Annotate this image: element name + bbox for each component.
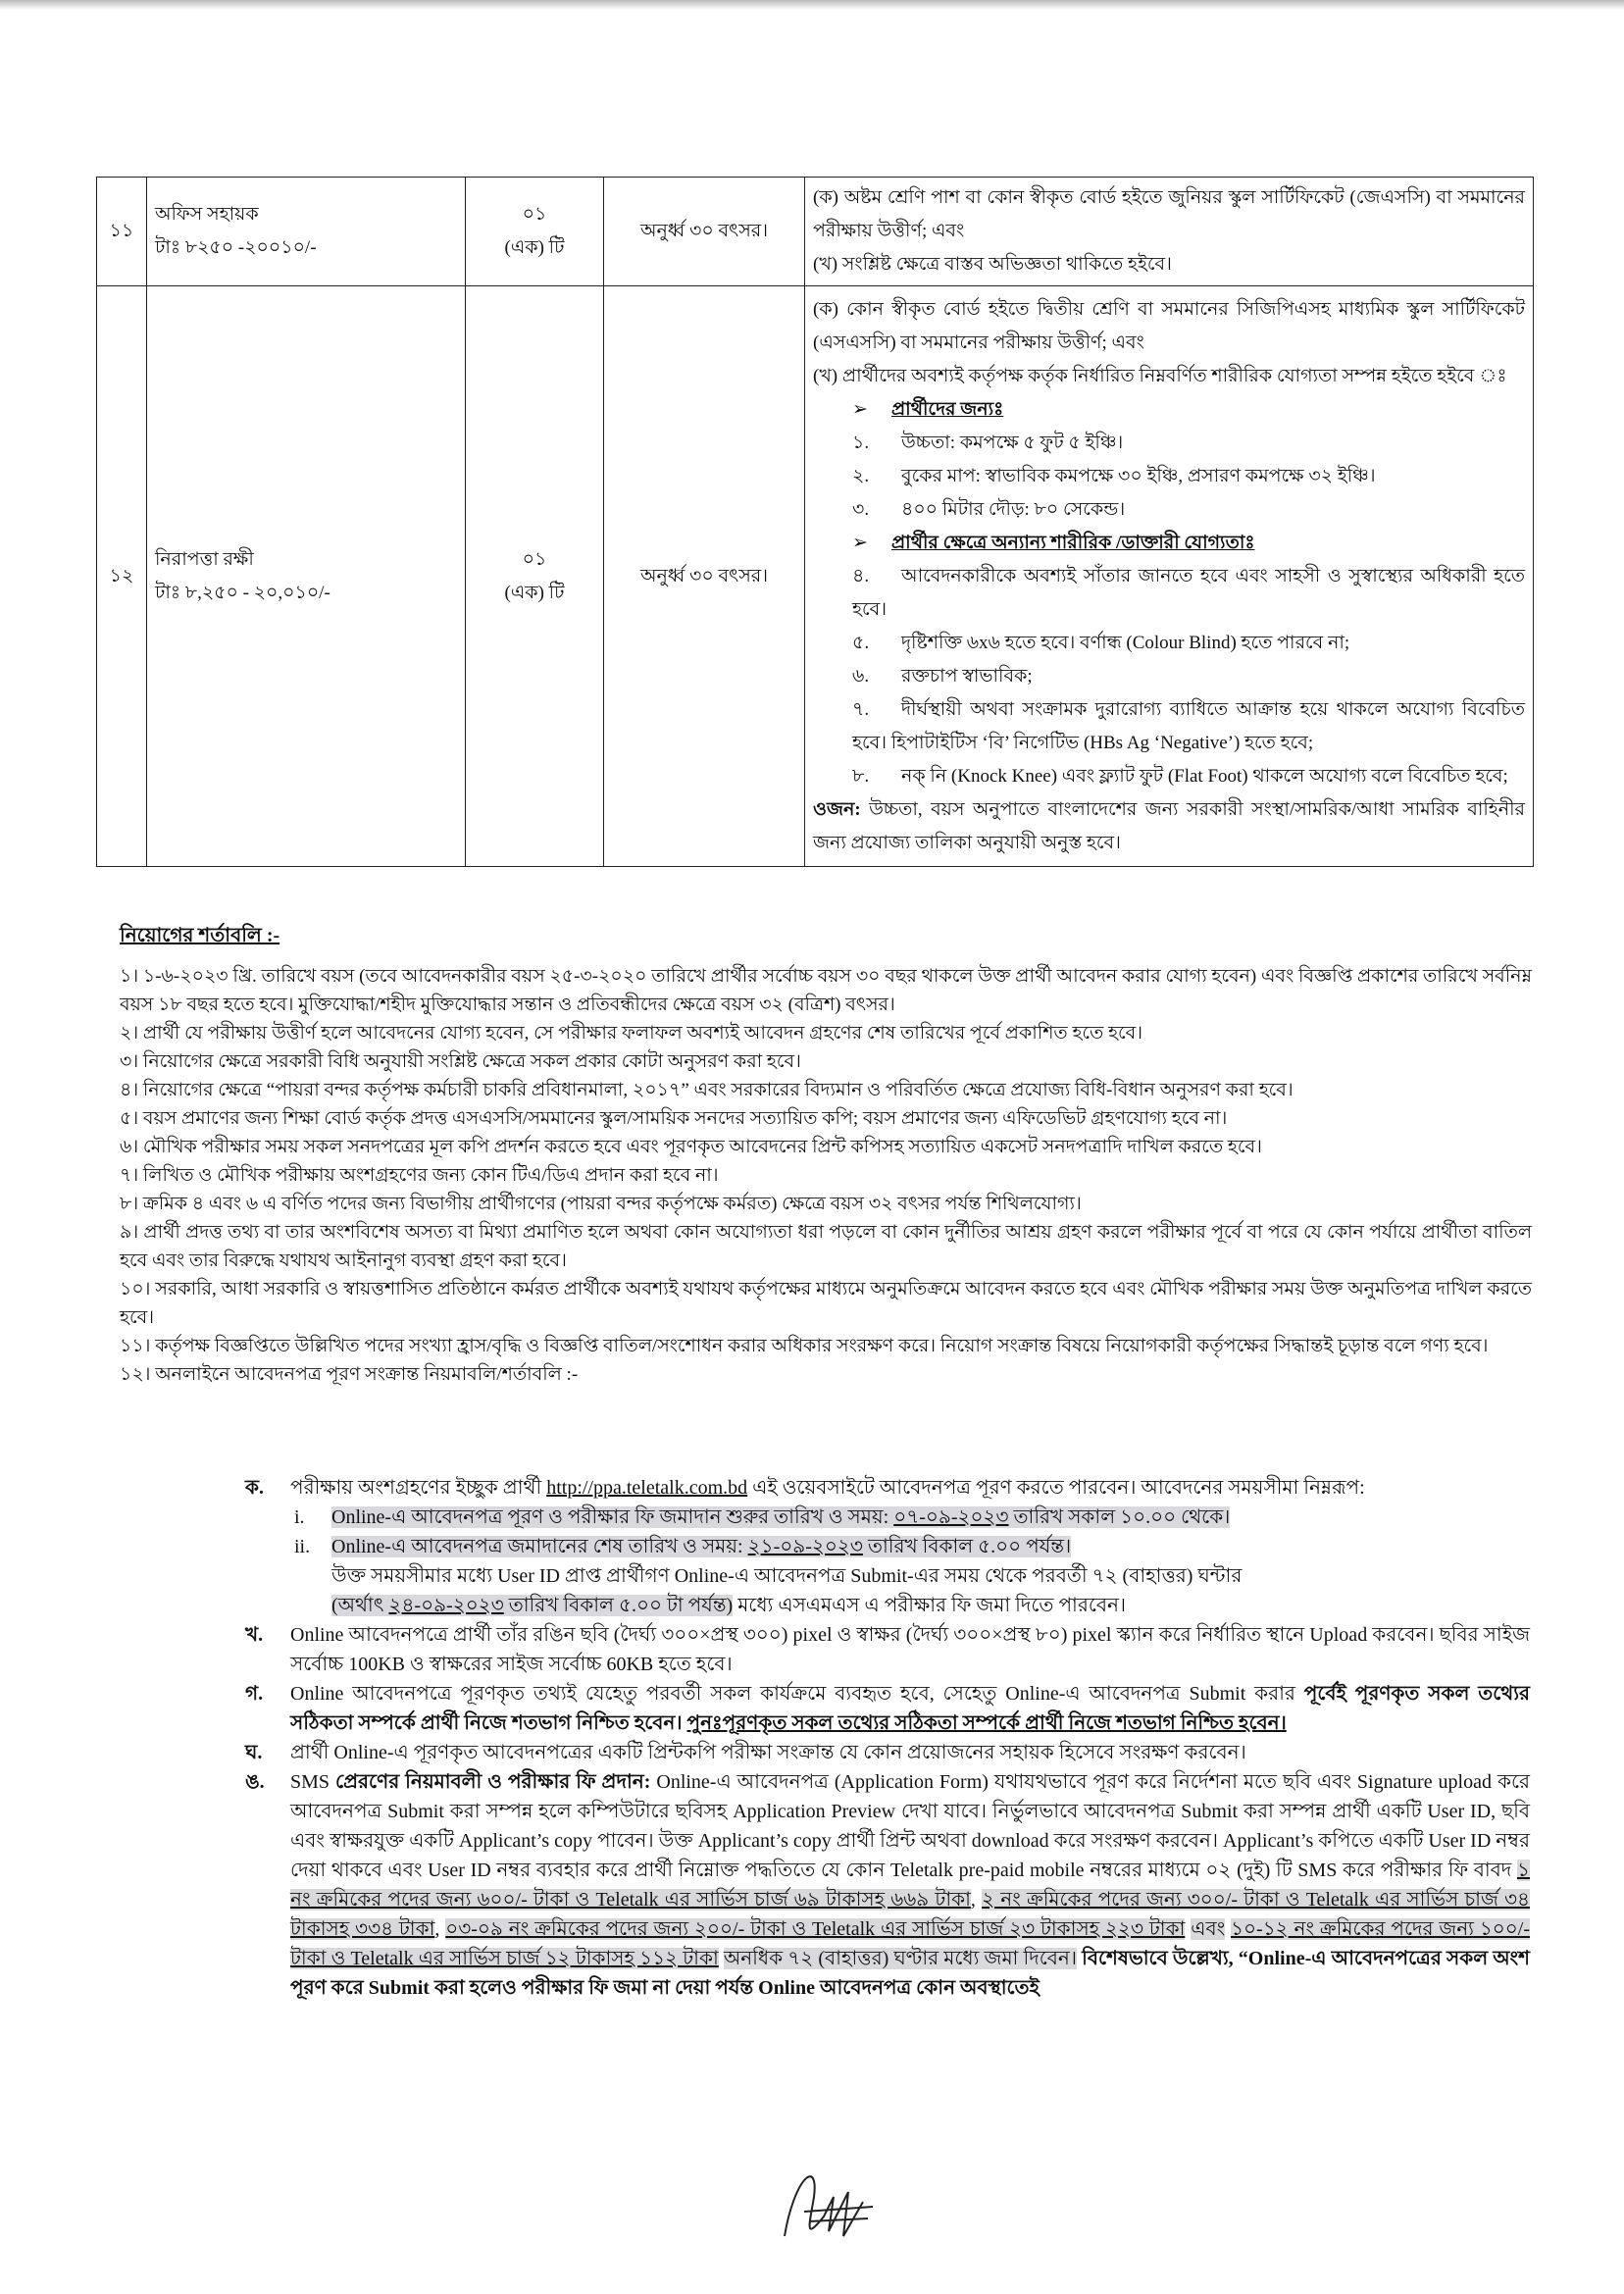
qualification-b: (খ) প্রার্থীদের অবশ্যই কর্তৃপক্ষ কর্তৃক নির্ধারিত নিম্নবর্ণিত শারীরিক যোগ্যতা সম্পন্ন হইতে হইবে ঃ xyxy=(813,365,1507,386)
weight-label: ওজন: xyxy=(813,798,861,820)
rule-uma: ঙ. SMS প্রেরণের নিয়মাবলী ও পরীক্ষার ফি প্রদান: Online-এ আবেদনপত্র (Application Form) যথাযথভাবে পূরণ করে নির্দেশনা মতে ছবি এবং Signature upload করে আবেদনপত্র Submit করা সম্পন্ন হলে কম্পিউটারে ছবিসহ Application Preview দেখা যাবে। নির্ভুলভাবে আবেদনপত্র Submit করা সম্পন্ন প্রার্থী একটি User ID, ছবি এবং স্বাক্ষরযুক্ত একটি Applicant’s copy পাবেন। উক্ত Applicant’s copy প্রার্থী প্রিন্ট অথবা download করে সংরক্ষণ করবেন। Applicant’s কপিতে একটি User ID নম্বর দেয়া থাকবে এবং User ID নম্বর ব্যবহার করে প্রার্থী নিম্নোক্ত পদ্ধতিতে যে কোন Teletalk pre-paid mobile নম্বরের মাধ্যমে ০২ (দুই) টি SMS করে পরীক্ষার ফি বাবদ ১ নং ক্রমিকের পদের জন্য ৬০০/- টাকা ও Teletalk এর সার্ভিস চার্জ ৬৯ টাকাসহ ৬৬৯ টাকা, ২ নং ক্রমিকের পদের জন্য ৩০০/- টাকা ও Teletalk এর সার্ভিস চার্জ ৩৪ টাকাসহ ৩৩৪ টাকা, ০৩-০৯ নং ক্রমিকের পদের জন্য ২০০/- টাকা ও Teletalk এর সার্ভিস চার্জ ২৩ টাকাসহ ২২৩ টাকা এবং ১০-১২ নং ক্রমিকের পদের জন্য ১০০/- টাকা ও Teletalk এর সার্ভিস চার্জ ১২ টাকাসহ ১১২ টাকা অনধিক ৭২ (বাহাত্তর) ঘণ্টার মধ্যে জমা দিবেন। বিশেষভাবে উল্লেখ্য, “Online-এ আবেদনপত্রের সকল অংশ পূরণ করে Submit করা হলেও পরীক্ষার ফি জমা না দেয়া পর্যন্ত Online আবেদনপত্র কোন অবস্থাতেই xyxy=(245,1767,1530,2003)
scan-edge xyxy=(0,0,1624,10)
count-words: (এক) টি xyxy=(504,582,565,603)
condition-item: ৯। প্রার্থী প্রদত্ত তথ্য বা তার অংশবিশেষ অসত্য বা মিথ্যা প্রমাণিত হলে অথবা কোন অযোগ্যতা ধরা পড়লে বা কোন দুর্নীতির আশ্রয় গ্রহণ করলে পরীক্ষার পূর্বে বা পরে যে কোন পর্যায়ে প্রার্থীতা বাতিল হবে এবং তার বিরুদ্ধে যথাযথ আইনানুগ ব্যবস্থা গ্রহণ করা হবে। xyxy=(120,1222,1532,1271)
medical-heading-row xyxy=(852,527,1525,560)
item-number: ৬. xyxy=(852,665,870,687)
condition-item: ২। প্রার্থী যে পরীক্ষায় উত্তীর্ণ হলে আবেদনের যোগ্য হবেন, সে পরীক্ষার ফলাফল অবশ্যই আবেদন গ্রহণের শেষ তারিখের পূর্বে প্রকাশিত হতে হবে। xyxy=(120,1023,1143,1044)
weight-note xyxy=(813,793,1525,860)
item-number: ৫. xyxy=(852,632,870,653)
item-text: দীর্ঘস্থায়ী অথবা সংক্রামক দুরারোগ্য ব্যাধিতে আক্রান্ত হয়ে থাকলে অযোগ্য বিবেচিত হবে। হিপাটাইটিস ‘বি’ নিগেটিভ (HBs Ag ‘Negative’) হতে হবে; xyxy=(852,698,1525,753)
count-number: ০১ xyxy=(522,204,547,225)
pay-scale: টাঃ ৮,২৫০ - ২০,০১০/- xyxy=(155,582,330,603)
rule-ka xyxy=(245,1473,1530,1503)
table-row xyxy=(97,178,1534,286)
fee-deadline-note xyxy=(245,1561,1530,1620)
rule-bold-text: প্রেরণের নিয়মাবলী ও পরীক্ষার ফি প্রদান: xyxy=(335,1771,651,1793)
appointment-conditions xyxy=(120,922,1532,1389)
post-count xyxy=(466,178,604,286)
condition-item: ৫। বয়স প্রমাণের জন্য শিক্ষা বোর্ড কর্তৃক প্রদত্ত এসএসসি/সমমানের স্কুল/সাময়িক সনদের সত্যায়িত কপি; বয়স প্রমাণের জন্য এফিডেভিট গ্রহণযোগ্য হবে না। xyxy=(120,1108,1228,1129)
arrow-bullet-icon: ➢ xyxy=(852,532,868,553)
schedule-text: Online-এ আবেদনপত্র জমাদানের শেষ তারিখ ও সময়: xyxy=(331,1536,743,1557)
item-text: দৃষ্টিশক্তি ৬x৬ হতে হবে। বর্ণান্ধ (Colour Blind) হতে পারবে না; xyxy=(901,632,1350,653)
medical-list xyxy=(813,560,1525,793)
item-number: ২. xyxy=(852,465,870,486)
item-text: আবেদনকারীকে অবশ্যই সাঁতার জানতে হবে এবং সাহসী ও সুস্বাস্থ্যের অধিকারী হতে হবে। xyxy=(852,565,1525,620)
fee-post-10-12: ১০-১২ নং ক্রমিকের পদের জন্য ১০০/- টাকা ও Teletalk এর সার্ভিস চার্জ ১২ টাকাসহ ১১২ টাকা xyxy=(290,1918,1531,1969)
fee-deadline-time: তারিখ বিকাল ৫.০০ টা পর্যন্ত) xyxy=(508,1595,734,1616)
post-name: নিরাপত্তা রক্ষী xyxy=(155,548,254,570)
item-number: ১. xyxy=(852,432,870,453)
rule-bold-underlined: পুনঃপূরণকৃত সকল তথ্যের সঠিকতা সম্পর্কে প্রার্থী নিজে শতভাগ নিশ্চিত হবেন। xyxy=(686,1712,1287,1734)
schedule-end xyxy=(245,1532,1530,1561)
item-text: রক্তচাপ স্বাভাবিক; xyxy=(901,665,1033,687)
qualification-cell xyxy=(805,178,1534,286)
rule-letter: ঘ. xyxy=(245,1742,263,1763)
serial-number: ১২ xyxy=(97,286,147,867)
rule-text: এই ওয়েবসাইটে আবেদনপত্র পূরণ করতে পারবেন। আবেদনের সময়সীমা নিম্নরূপ: xyxy=(752,1477,1365,1499)
post-count xyxy=(466,286,604,867)
list-item xyxy=(852,660,1525,693)
special-note-text: “Online-এ আবেদনপত্রের সকল অংশ পূরণ করে Submit করা হলেও পরীক্ষার ফি জমা না দেয়া পর্যন্ত Online আবেদনপত্র কোন অবস্থাতেই xyxy=(290,1948,1530,1999)
schedule-start xyxy=(245,1503,1530,1532)
rule-letter: ক. xyxy=(245,1477,264,1499)
post-cell xyxy=(147,178,466,286)
note-text: মধ্যে এসএমএস এ পরীক্ষার ফি জমা দিতে পারবেন। xyxy=(737,1595,1127,1616)
item-text: উচ্চতা: কমপক্ষে ৫ ফুট ৫ ইঞ্চি। xyxy=(901,432,1124,453)
rule-text: পরীক্ষায় অংশগ্রহণের ইচ্ছুক প্রার্থী xyxy=(290,1477,542,1499)
list-item xyxy=(852,460,1525,493)
rule-bold-text: পূর্বেই পূরণকৃত সকল তথ্যের সঠিকতা সম্পর্কে প্রার্থী নিজে শতভাগ নিশ্চিত হবেন। xyxy=(290,1683,1530,1734)
rule-kha xyxy=(245,1620,1530,1679)
item-number: ৮. xyxy=(852,765,870,787)
rule-letter: গ. xyxy=(245,1683,264,1705)
posts-table xyxy=(96,177,1534,867)
rule-letter: খ. xyxy=(245,1624,264,1646)
list-item xyxy=(852,693,1525,760)
qualification-cell xyxy=(805,286,1534,867)
condition-item: ১১। কর্তৃপক্ষ বিজ্ঞপ্তিতে উল্লিখিত পদের সংখ্যা হ্রাস/বৃদ্ধি ও বিজ্ঞপ্তি বাতিল/সংশোধন করার অধিকার সংরক্ষণ করে। নিয়োগ সংক্রান্ত বিষয়ে নিয়োগকারী কর্তৃপক্ষের সিদ্ধান্তই চূড়ান্ত বলে গণ্য হবে। xyxy=(120,1336,1489,1356)
arrow-bullet-icon: ➢ xyxy=(852,398,868,420)
physical-list xyxy=(813,427,1525,527)
fee-deadline-date: ২৪-০৯-২০২৩ xyxy=(388,1595,504,1616)
note-text: উক্ত সময়সীমার মধ্যে User ID প্রাপ্ত প্রার্থীগণ Online-এ আবেদনপত্র Submit-এর সময় থেকে পরবর্তী ৭২ (বাহাত্তর) ঘন্টার xyxy=(331,1565,1243,1587)
condition-item: ৪। নিয়োগের ক্ষেত্রে “পায়রা বন্দর কর্তৃপক্ষ কর্মচারী চাকরি প্রবিধানমালা, ২০১৭” এবং সরকারের বিদ্যমান ও পরিবর্তিত ক্ষেত্রে প্রযোজ্য বিধি-বিধান অনুসরণ করা হবে। xyxy=(120,1080,1294,1100)
qualification-a: (ক) কোন স্বীকৃত বোর্ড হইতে দ্বিতীয় শ্রেণি বা সমমানের সিজিপিএসহ মাধ্যমিক স্কুল সার্টিফিকেট (এসএসসি) বা সমমানের পরীক্ষায় উত্তীর্ণ; এবং xyxy=(813,298,1525,353)
rule-text: Online আবেদনপত্রে পূরণকৃত তথ্যই যেহেতু পরবর্তী সকল কার্যক্রমে ব্যবহৃত হবে, সেহেতু Online-এ আবেদনপত্র Submit করার xyxy=(290,1683,1295,1705)
conditions-list xyxy=(120,962,1532,1389)
pay-scale: টাঃ ৮২৫০ -২০০১০/- xyxy=(155,237,317,258)
physical-heading-row xyxy=(852,393,1525,427)
rule-text: Online আবেদনপত্রে প্রার্থী তাঁর রঙিন ছবি (দৈর্ঘ্য ৩০০×প্রস্থ ৩০০) pixel ও স্বাক্ষর (দৈর্ঘ্য ৩০০×প্রস্থ ৮০) pixel স্ক্যান করে নির্ধারিত স্থানে Upload করবেন। ছবির সাইজ সর্বোচ্চ 100KB ও স্বাক্ষরের সাইজ সর্বোচ্চ 60KB হতে হবে। xyxy=(290,1624,1530,1675)
fee-post-2: ২ নং ক্রমিকের পদের জন্য ৩০০/- টাকা ও Teletalk এর সার্ভিস চার্জ ৩৪ টাকাসহ ৩৩৪ টাকা xyxy=(290,1889,1531,1940)
post-cell xyxy=(147,286,466,867)
fee-post-3-9: ০৩-০৯ নং ক্রমিকের পদের জন্য ২০০/- টাকা ও Teletalk এর সার্ভিস চার্জ ২৩ টাকাসহ ২২৩ টাকা xyxy=(445,1918,1186,1940)
rule-ga xyxy=(245,1679,1530,1738)
item-number: ৩. xyxy=(852,498,870,520)
serial-number: ১১ xyxy=(97,178,147,286)
item-number: ৭. xyxy=(852,698,870,720)
count-words: (এক) টি xyxy=(504,237,565,258)
start-time: তারিখ সকাল ১০.০০ থেকে। xyxy=(1013,1506,1231,1528)
rule-gha xyxy=(245,1738,1530,1767)
online-application-rules xyxy=(245,1473,1530,2003)
end-date: ২১-০৯-২০২৩ xyxy=(747,1536,863,1557)
qualification-a: (ক) অষ্টম শ্রেণি পাশ বা কোন স্বীকৃত বোর্ড হইতে জুনিয়র স্কুল সার্টিফিকেট (জেএসসি) বা সমমানের পরীক্ষায় উত্তীর্ণ; এবং xyxy=(813,187,1525,241)
item-number: ৪. xyxy=(852,565,870,586)
rule-text: প্রার্থী Online-এ পূরণকৃত আবেদনপত্রের একটি প্রিন্টকপি পরীক্ষা সংক্রান্ত যে কোন প্রয়োজনের সহায়ক হিসেবে সংরক্ষণ করবেন। xyxy=(290,1742,1246,1763)
note-text: (অর্থাৎ xyxy=(331,1595,384,1616)
condition-item: ৬। মৌখিক পরীক্ষার সময় সকল সনদপত্রের মূল কপি প্রদর্শন করতে হবে এবং পূরণকৃত আবেদনের প্রিন্ট কপিসহ সত্যায়িত একসেট সনদপত্রাদি দাখিল করতে হবে। xyxy=(120,1137,1262,1157)
age-limit: অনুর্ধ্ব ৩০ বৎসর। xyxy=(604,286,805,867)
medical-heading: প্রার্থীর ক্ষেত্রে অন্যান্য শারীরিক /ডাক্তারী যোগ্যতাঃ xyxy=(891,532,1255,553)
rule-text: SMS xyxy=(290,1771,330,1793)
list-item xyxy=(852,627,1525,660)
rule-letter: ঙ. xyxy=(245,1771,265,1793)
condition-item: ১। ১-৬-২০২৩ খ্রি. তারিখে বয়স (তবে আবেদনকারীর বয়স ২৫-৩-২০২০ তারিখে প্রার্থীর সর্বোচ্চ বয়স ৩০ বছর থাকলে উক্ত প্রার্থী আবেদন করার যোগ্য হবেন) এবং বিজ্ঞপ্তি প্রকাশের তারিখে সর্বনিম্ন বয়স ১৮ বছর হতে হবে। মুক্তিযোদ্ধা/শহীদ মুক্তিযোদ্ধার সন্তান ও প্রতিবন্ধীদের ক্ষেত্রে বয়স ৩২ (বত্রিশ) বৎসর। xyxy=(120,966,1532,1015)
schedule-text: Online-এ আবেদনপত্র পূরণ ও পরীক্ষার ফি জমাদান শুরুর তারিখ ও সময়: xyxy=(331,1506,889,1528)
condition-item: ৭। লিখিত ও মৌখিক পরীক্ষায় অংশগ্রহণের জন্য কোন টিএ/ডিএ প্রদান করা হবে না। xyxy=(120,1165,719,1186)
age-limit: অনুর্ধ্ব ৩০ বৎসর। xyxy=(604,178,805,286)
special-note-label: বিশেষভাবে উল্লেখ্য, xyxy=(1082,1948,1234,1969)
post-name: অফিস সহায়ক xyxy=(155,204,259,225)
list-item xyxy=(852,560,1525,627)
physical-heading: প্রার্থীদের জন্যঃ xyxy=(891,398,1004,420)
weight-text: উচ্চতা, বয়স অনুপাতে বাংলাদেশের জন্য সরকারী সংস্থা/সামরিক/আধা সামরিক বাহিনীর জন্য প্রযোজ্য তালিকা অনুযায়ী অনুস্ত হবে। xyxy=(813,798,1526,853)
list-item xyxy=(852,760,1525,793)
item-text: ৪০০ মিটার দৌড়: ৮০ সেকেন্ড। xyxy=(901,498,1126,520)
condition-item: ১২। অনলাইনে আবেদনপত্র পূরণ সংক্রান্ত নিয়মাবলি/শর্তাবলি :- xyxy=(120,1364,579,1385)
condition-item: ১০। সরকারি, আধা সরকারি ও স্বায়ত্তশাসিত প্রতিষ্ঠানে কর্মরত প্রার্থীকে অবশ্যই যথাযথ কর্তৃপক্ষের মাধ্যমে অনুমতিক্রমে আবেদন করতে হবে এবং মৌখিক পরীক্ষার সময় উক্ত অনুমতিপত্র দাখিল করতে হবে। xyxy=(120,1279,1532,1328)
qualification-b: (খ) সংশ্লিষ্ট ক্ষেত্রে বাস্তব অভিজ্ঞতা থাকিতে হইবে। xyxy=(813,254,1172,275)
fee-post-1: ১ নং ক্রমিকের পদের জন্য ৬০০/- টাকা ও Teletalk এর সার্ভিস চার্জ ৬৯ টাকাসহ ৬৬৯ টাকা xyxy=(290,1860,1530,1911)
item-text: বুকের মাপ: স্বাভাবিক কমপক্ষে ৩০ ইঞ্চি, প্রসারণ কমপক্ষে ৩২ ইঞ্চি। xyxy=(901,465,1376,486)
list-item xyxy=(852,427,1525,460)
item-text: নক্ নি (Knock Knee) এবং ফ্ল্যাট ফুট (Flat Foot) থাকলে অযোগ্য বলে বিবেচিত হবে; xyxy=(901,765,1508,787)
roman-numeral: ii. xyxy=(294,1536,311,1557)
fee-deadline-text: অনধিক ৭২ (বাহাত্তর) ঘণ্টার মধ্যে জমা দিবেন। xyxy=(723,1948,1077,1969)
condition-item: ৩। নিয়োগের ক্ষেত্রে সরকারী বিধি অনুযায়ী সংশ্লিষ্ট ক্ষেত্রে সকল প্রকার কোটা অনুসরণ করা হবে। xyxy=(120,1051,801,1072)
count-number: ০১ xyxy=(522,548,547,570)
conditions-title: নিয়োগের শর্তাবলি :- xyxy=(120,925,280,946)
roman-numeral: i. xyxy=(294,1506,305,1528)
signature-icon xyxy=(775,2158,883,2246)
list-item xyxy=(852,493,1525,527)
start-date: ০৭-০৯-২০২৩ xyxy=(893,1506,1009,1528)
end-time: তারিখ বিকাল ৫.০০ পর্যন্ত। xyxy=(867,1536,1072,1557)
condition-item: ৮। ক্রমিক ৪ এবং ৬ এ বর্ণিত পদের জন্য বিভাগীয় প্রার্থীগণের (পায়রা বন্দর কর্তৃপক্ষে কর্মরত) ক্ষেত্রে বয়স ৩২ বৎসর পর্যন্ত শিথিলযোগ্য। xyxy=(120,1194,1082,1214)
rule-text: Online-এ আবেদনপত্র (Application Form) যথাযথভাবে পূরণ করে নির্দেশনা মতে ছবি এবং Signature upload করে আবেদনপত্র Submit করা সম্পন্ন হলে কম্পিউটারে ছবিসহ Application Preview দেখা যাবে। নির্ভুলভাবে আবেদনপত্র Submit করা সম্পন্ন প্রার্থী একটি User ID, ছবি এবং স্বাক্ষরযুক্ত একটি Applicant’s copy পাবেন। উক্ত Applicant’s copy প্রার্থী প্রিন্ট অথবা download করে সংরক্ষণ করবেন। Applicant’s কপিতে একটি User ID নম্বর দেয়া থাকবে এবং User ID নম্বর ব্যবহার করে প্রার্থী নিম্নোক্ত পদ্ধতিতে যে কোন Teletalk pre-paid mobile নম্বরের মাধ্যমে ০২ (দুই) টি SMS করে পরীক্ষার ফি বাবদ xyxy=(290,1771,1530,1881)
application-website-link[interactable]: http://ppa.teletalk.com.bd xyxy=(546,1477,748,1499)
fee-and: এবং xyxy=(1191,1918,1226,1940)
table-row xyxy=(97,286,1534,867)
